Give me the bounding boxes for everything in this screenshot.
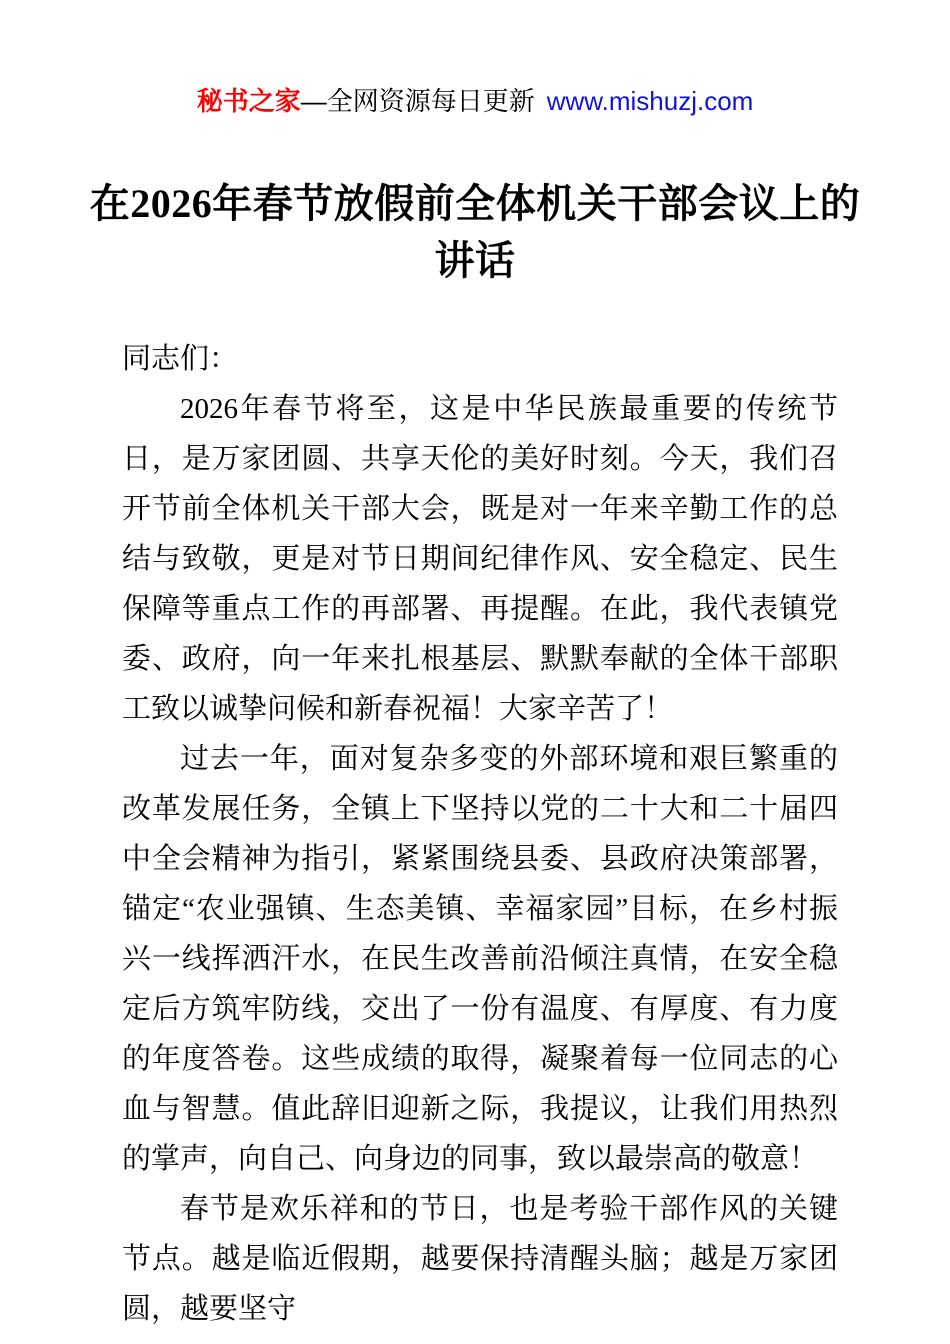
site-brand: 秘书之家 xyxy=(196,86,301,116)
salutation: 同志们： xyxy=(122,343,239,375)
paragraph-1: 2026年春节将至，这是中华民族最重要的传统节日，是万家团圆、共享天伦的美好时刻。今天，我们召开节前全体机关干部大会，既是对一年来辛勤工作的总结与致敬，更是对节日期间纪律作风、安全稳定、民生保障等重点工作的再部署、再提醒。在此，我代表镇党委、政府，向一年来扎根基层、默默奉献的全体干部职工致以诚挚问候和新春祝福！大家辛苦了！ xyxy=(122,393,838,725)
site-tagline: —全网资源每日更新 xyxy=(300,86,535,116)
paragraph-2: 过去一年，面对复杂多变的外部环境和艰巨繁重的改革发展任务，全镇上下坚持以党的二十大和二十届四中全会精神为指引，紧紧围绕县委、县政府决策部署，锚定“农业强镇、生态美镇、幸福家园”目标，在乡村振兴一线挥洒汗水，在民生改善前沿倾注真情，在安全稳定后方筑牢防线，交出了一份有温度、有厚度、有力度的年度答卷。这些成绩的取得，凝聚着每一位同志的心血与智慧。值此辞旧迎新之际，我提议，让我们用热烈的掌声，向自己、向身边的同事，致以最崇高的敬意！ xyxy=(122,743,838,1175)
site-url-link[interactable]: www.mishuzj.com xyxy=(546,86,754,116)
paragraph-3: 春节是欢乐祥和的节日，也是考验干部作风的关键节点。越是临近假期，越要保持清醒头脑；越是万家团圆，越要坚守 xyxy=(122,1193,838,1325)
document-title: 在2026年春节放假前全体机关干部会议上的讲话 xyxy=(89,181,861,283)
document-body xyxy=(0,334,950,1334)
site-header xyxy=(0,84,950,118)
